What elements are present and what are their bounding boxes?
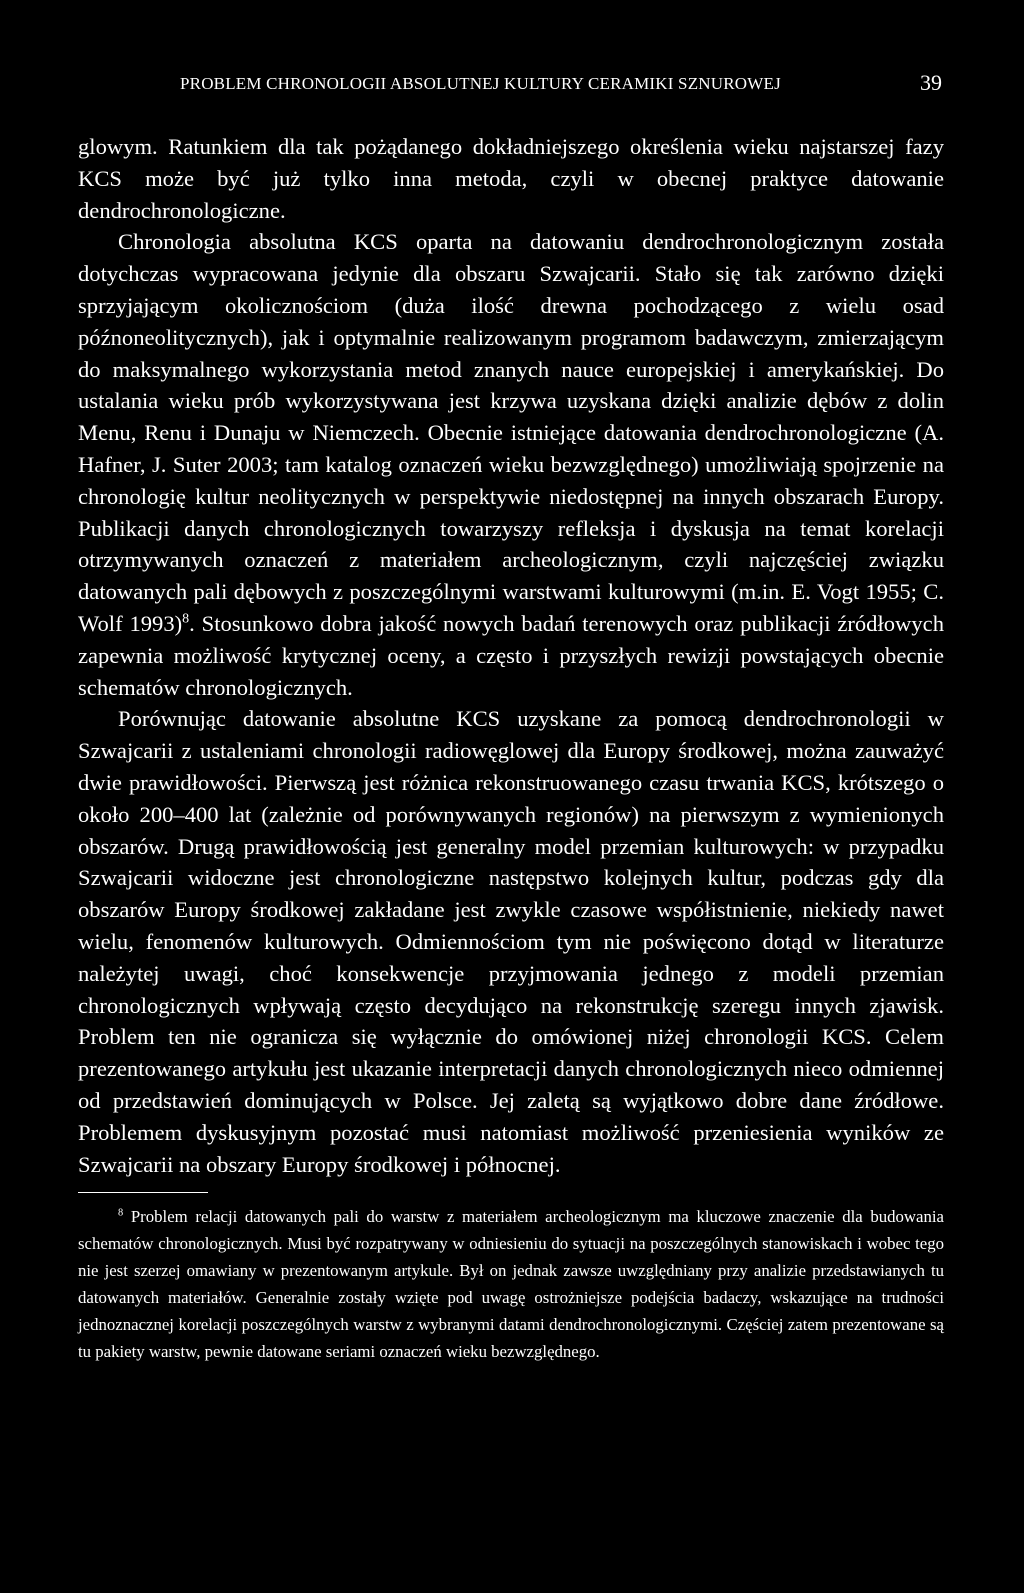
footnote-reference: 8 — [182, 611, 190, 627]
paragraph-3: Porównując datowanie absolutne KCS uzyskane za pomocą dendrochronologii w Szwajcarii z ustaleniami chronologii radiowęglowej dla Europy środkowej, można zauważyć dwie prawidłowości. Pierwszą jest różnica rekonstruowanego czasu trwania KCS, krótszego o około 200–400 lat (zależnie od porównywanych regionów) na pierwszym z wymienionych obszarów. Drugą prawidłowością jest generalny model przemian kulturowych: w przypadku Szwajcarii widoczne jest chronologiczne następstwo kolejnych kultur, podczas gdy dla obszarów Europy środkowej zakładane jest zwykle czasowe współistnienie, niekiedy nawet wielu, fenomenów kulturowych. Odmiennościom tym nie poświęcono dotąd w literaturze należytej uwagi, choć konsekwencje przyjmowania jednego z modeli przemian chronologicznych wpływają często decydująco na rekonstrukcję szeregu innych zjawisk. Problem ten nie ogranicza się wyłącznie do omówionej niżej chronologii KCS. Celem prezentowanego artykułu jest ukazanie interpretacji danych chronologicznych nieco odmiennej od przedstawień dominujących w Polsce. Jej zaletą są wyjątkowo dobre dane źródłowe. Problemem dyskusyjnym pozostać musi natomiast możliwość przeniesienia wyników ze Szwajcarii na obszary Europy środkowej i północnej. — [78, 706, 944, 1177]
footnote-paragraph — [78, 1203, 944, 1365]
paragraph-2-text-b: . Stosunkowo dobra jakość nowych badań terenowych oraz publikacji źródłowych zapewnia możliwość krytycznej oceny, a często i przyszłych rewizji powstających obecnie schematów chronologicznych. — [78, 610, 944, 700]
running-head: PROBLEM CHRONOLOGII ABSOLUTNEJ KULTURY CERAMIKI SZNUROWEJ — [180, 74, 781, 93]
paragraph-1: glowym. Ratunkiem dla tak pożądanego dokładniejszego określenia wieku najstarszej fazy KCS może być już tylko inna metoda, czyli w obecnej praktyce datowanie dendrochronologiczne. — [78, 134, 944, 223]
footnote-marker: 8 — [118, 1207, 124, 1219]
page-number: 39 — [920, 70, 942, 95]
paragraph-2-text-a: Chronologia absolutna KCS oparta na datowaniu dendrochronologicznym została dotychczas wypracowana jedynie dla obszaru Szwajcarii. Stało się tak zarówno dzięki sprzyjającym okolicznościom (duża ilość drewna pochodzącego z wielu osad późnoneolitycznych), jak i optymalnie realizowanym programom badawczym, zmierzającym do maksymalnego wykorzystania metod znanych nauce europejskiej i amerykańskiej. Do ustalania wieku prób wykorzystywana jest krzywa uzyskana dzięki analizie dębów z dolin Menu, Renu i Dunaju w Niemczech. Obecnie istniejące datowania dendrochronologiczne (A. Hafner, J. Suter 2003; tam katalog oznaczeń wieku bezwzględnego) umożliwiają spojrzenie na chronologię kultur neolitycznych w perspektywie niedostępnej na innych obszarach Europy. Publikacji danych chronologicznych towarzyszy refleksja i dyskusja na temat korelacji otrzymywanych oznaczeń z materiałem archeologicznym, czyli najczęściej związku datowanych pali dębowych z poszczególnymi warstwami kulturowymi (m.in. E. Vogt 1955; C. Wolf 1993) — [78, 229, 944, 636]
paragraph-2 — [78, 226, 944, 703]
main-text — [78, 131, 944, 1180]
footnote-text: Problem relacji datowanych pali do warstw z materiałem archeologicznym ma kluczowe znaczenie dla budowania schematów chronologicznych. Musi być rozpatrywany w odniesieniu do sytuacji na poszczególnych stanowiskach i wobec tego nie jest szerzej omawiany w prezentowanym artykule. Był on jednak zawsze uwzględniany przy analizie przedstawianych tu datowanych materiałów. Generalnie zostały wzięte pod uwagę ostrożniejsze podejścia badaczy, wskazujące na trudności jednoznacznej korelacji poszczególnych warstw z wybranymi datami dendrochronologicznymi. Częściej zatem prezentowane są tu pakiety warstw, pewnie datowane seriami oznaczeń wieku bezwzględnego. — [78, 1207, 944, 1361]
footnote-rule — [78, 1192, 208, 1193]
footnote — [78, 1203, 944, 1365]
